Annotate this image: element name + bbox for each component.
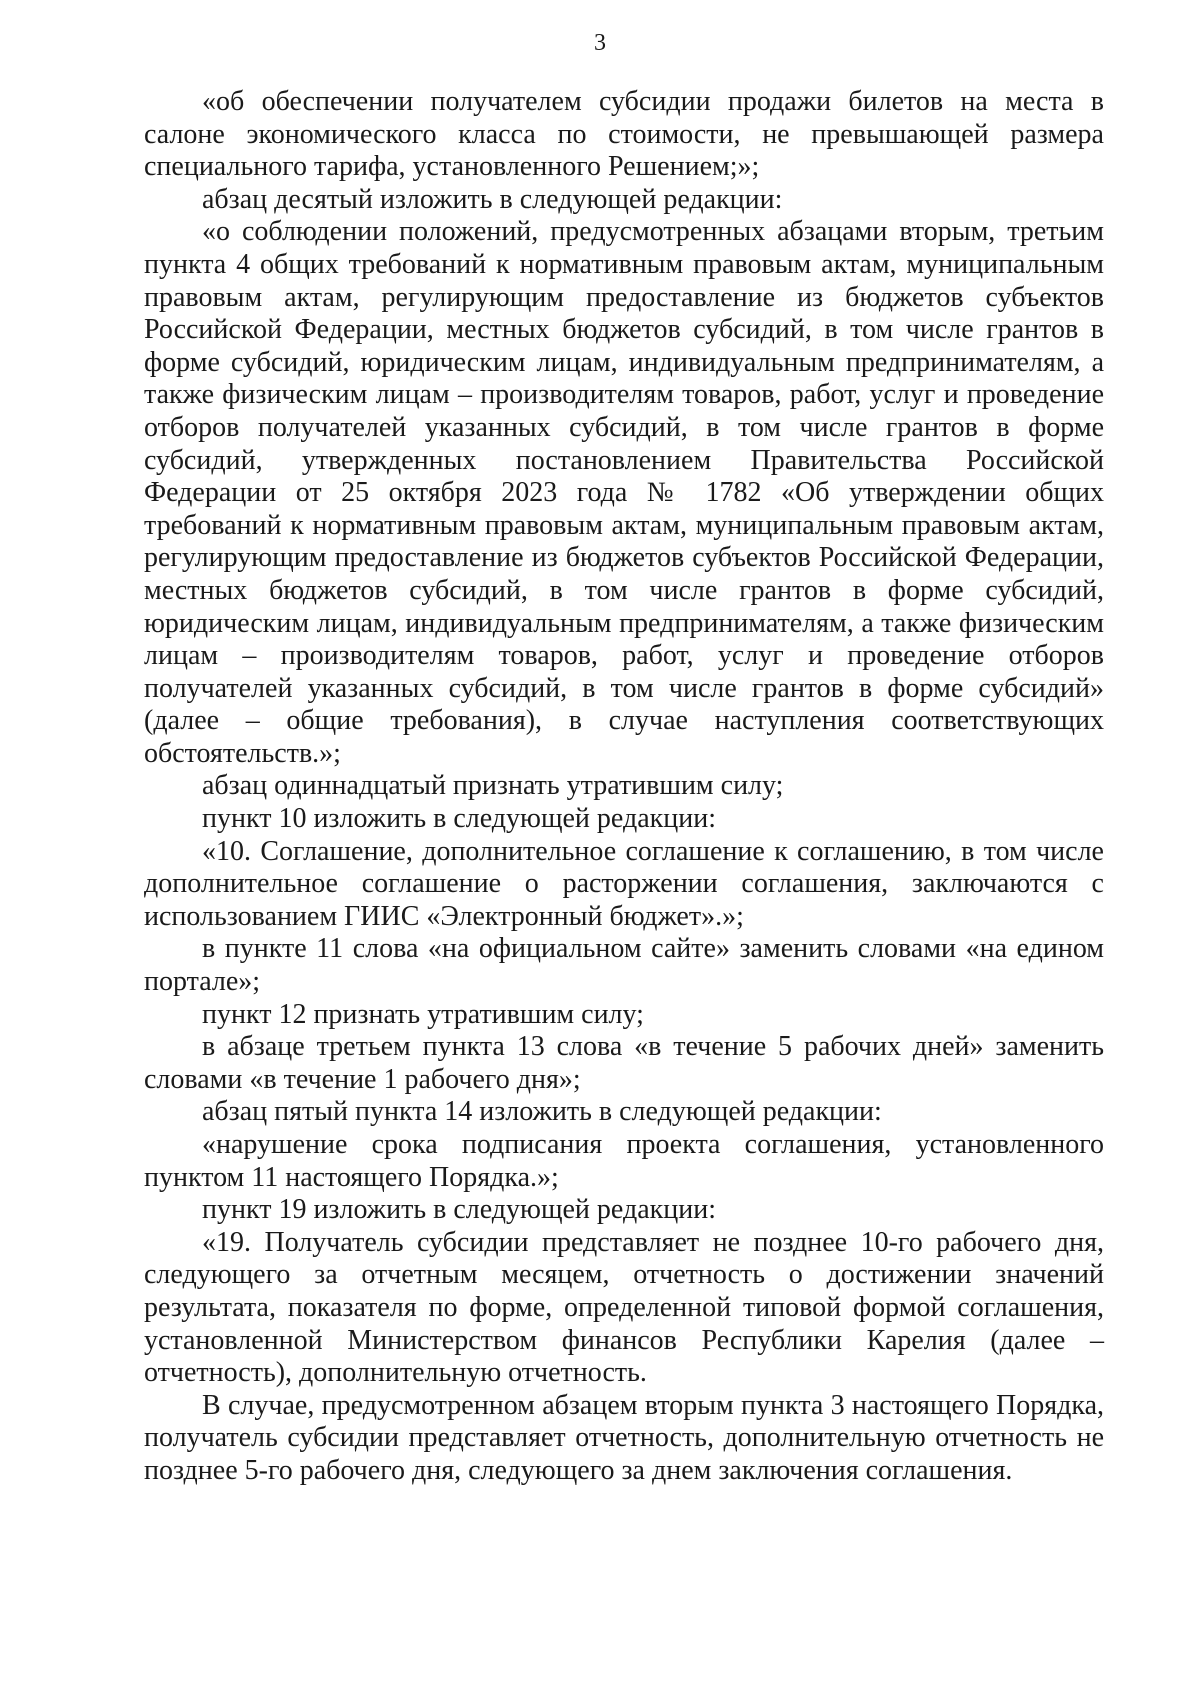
- paragraph: «19. Получатель субсидии представляет не позднее 10-го рабочего дня, следующего за отчетным месяцем, отчетность о достижении значений результата, показателя по форме, определенной типовой формой соглашения, установленной Министерством финансов Республики Карелия (далее – отчетность), дополнительную отчетность.: [144, 1226, 1104, 1389]
- document-body: [144, 86, 1104, 1488]
- paragraph: в абзаце третьем пункта 13 слова «в течение 5 рабочих дней» заменить словами «в течение 1 рабочего дня»;: [144, 1031, 1104, 1095]
- paragraph: пункт 19 изложить в следующей редакции:: [202, 1194, 716, 1226]
- page-number: 3: [594, 30, 606, 56]
- paragraph: пункт 10 изложить в следующей редакции:: [202, 803, 716, 835]
- paragraph: «нарушение срока подписания проекта соглашения, установленного пунктом 11 настоящего Порядка.»;: [144, 1129, 1104, 1193]
- paragraph: «об обеспечении получателем субсидии продажи билетов на места в салоне экономического класса по стоимости, не превышающей размера специального тарифа, установленного Решением;»;: [144, 86, 1104, 183]
- paragraph: абзац одиннадцатый признать утратившим силу;: [202, 770, 784, 802]
- paragraph: «о соблюдении положений, предусмотренных абзацами вторым, третьим пункта 4 общих требований к нормативным правовым актам, муниципальным правовым актам, регулирующим предоставление из бюджетов субъектов Российской Федерации, местных бюджетов субсидий, в том числе грантов в форме субсидий, юридическим лицам, индивидуальным предпринимателям, а также физическим лицам – производителям товаров, работ, услуг и проведение отборов получателей указанных субсидий, в том числе грантов в форме субсидий, утвержденных постановлением Правительства Российской Федерации от 25 октября 2023 года № 1782 «Об утверждении общих требований к нормативным правовым актам, муниципальным правовым актам, регулирующим предоставление из бюджетов субъектов Российской Федерации, местных бюджетов субсидий, в том числе грантов в форме субсидий, юридическим лицам, индивидуальным предпринимателям, а также физическим лицам – производителям товаров, работ, услуг и проведение отборов получателей указанных субсидий, в том числе грантов в форме субсидий» (далее – общие требования), в случае наступления соответствующих обстоятельств.»;: [144, 216, 1104, 769]
- paragraph: в пункте 11 слова «на официальном сайте» заменить словами «на едином портале»;: [144, 933, 1104, 998]
- paragraph: В случае, предусмотренном абзацем вторым пункта 3 настоящего Порядка, получатель субсидии представляет отчетность, дополнительную отчетность не позднее 5-го рабочего дня, следующего за днем заключения соглашения.: [144, 1389, 1104, 1486]
- paragraph: абзац пятый пункта 14 изложить в следующей редакции:: [202, 1096, 882, 1128]
- paragraph: «10. Соглашение, дополнительное соглашение к соглашению, в том числе дополнительное соглашение о расторжении соглашения, заключаются с использованием ГИИС «Электронный бюджет».»;: [144, 835, 1104, 932]
- paragraph: пункт 12 признать утратившим силу;: [202, 998, 644, 1030]
- paragraph: абзац десятый изложить в следующей редакции:: [202, 183, 783, 215]
